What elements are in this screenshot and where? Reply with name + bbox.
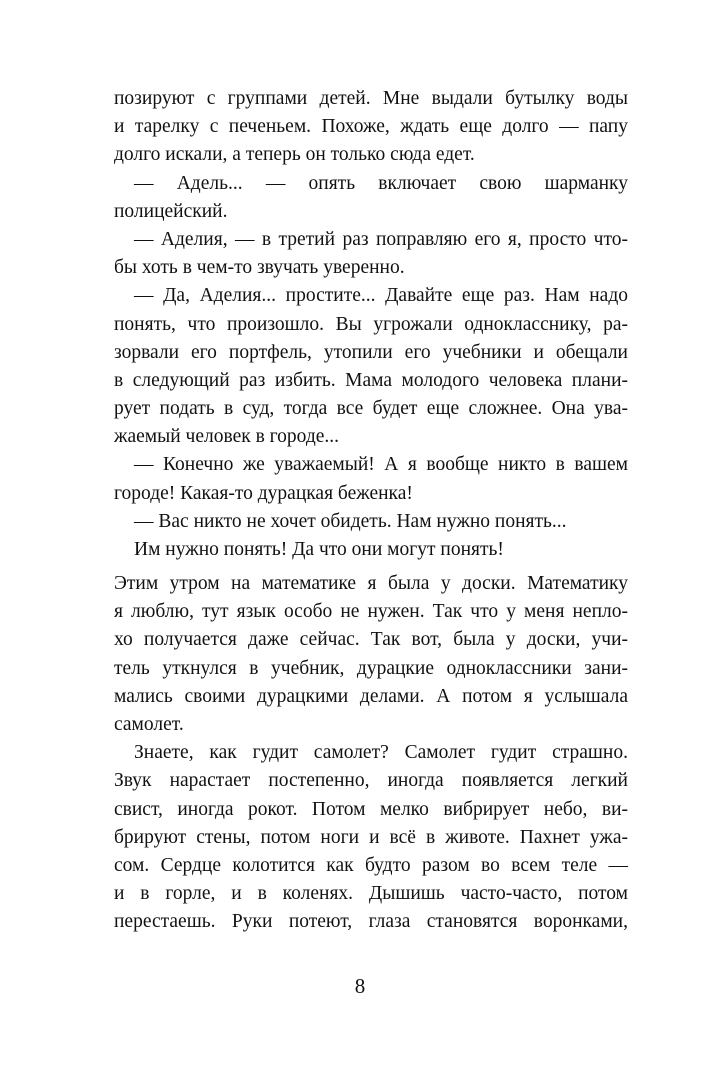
text-line: Им нужно понять! Да что они могут понять! (134, 539, 504, 560)
text-line: жаемый человек в городе... (114, 426, 340, 448)
text-line: свист, иногда рокот. Потом мелко вибрирует небо, ви- (114, 798, 628, 820)
text-line: понять, что произошло. Вы угрожали однокласснику, ра- (114, 313, 628, 335)
text-line: городе! Какая-то дурацкая беженка! (114, 482, 413, 504)
text-line: Этим утром на математике я была у доски. Математику (114, 573, 628, 594)
text-line: брируют стены, потом ноги и всё в животе. Пахнет ужа- (114, 826, 628, 848)
text-line: я люблю, тут язык особо не нужен. Так что у меня непло- (114, 601, 628, 623)
text-line: долго искали, а теперь он только сюда едет. (114, 144, 475, 166)
text-line: хо получается даже сейчас. Так вот, была у доски, учи- (114, 629, 628, 651)
text-block-narration (114, 570, 628, 936)
text-line: бы хоть в чем-то звучать уверенно. (114, 257, 405, 279)
text-line: Знаете, как гудит самолет? Самолет гудит страшно. (134, 742, 628, 764)
text-line: зорвали его портфель, утопили его учебники и обещали (114, 341, 628, 363)
text-line: сом. Сердце колотится как будто разом во всем теле — (114, 854, 628, 876)
text-line: позируют с группами детей. Мне выдали бутылку воды (114, 88, 628, 109)
text-line: — Аделия, — в третий раз поправляю его я, просто что- (134, 228, 628, 250)
text-block-dialogue (114, 85, 628, 564)
text-line: самолет. (114, 713, 184, 735)
text-line: рует подать в суд, тогда все будет еще сложнее. Она ува- (114, 398, 628, 420)
text-line: и в горле, и в коленях. Дышишь часто-часто, потом (114, 883, 628, 905)
text-line: перестаешь. Руки потеют, глаза становятся воронками, (114, 911, 628, 933)
text-line: — Да, Аделия... простите... Давайте еще раз. Нам надо (134, 285, 628, 307)
text-line: — Конечно же уважаемый! А я вообще никто в вашем (134, 454, 628, 476)
text-line: — Адель... — опять включает свою шарманку (134, 172, 628, 194)
text-line: тель уткнулся в учебник, дурацкие одноклассники зани- (114, 657, 628, 679)
text-line: полицейский. (114, 200, 228, 222)
text-line: мались своими дурацкими делами. А потом я услышала (114, 685, 628, 707)
text-line: в следующий раз избить. Мама молодого человека плани- (114, 369, 628, 391)
page-number: 8 (354, 974, 366, 998)
text-line: Звук нарастает постепенно, иногда появляется легкий (114, 770, 628, 792)
text-line: и тарелку с печеньем. Похоже, ждать еще долго — папу (114, 116, 628, 138)
text-line: — Вас никто не хочет обидеть. Нам нужно понять... (134, 510, 567, 532)
